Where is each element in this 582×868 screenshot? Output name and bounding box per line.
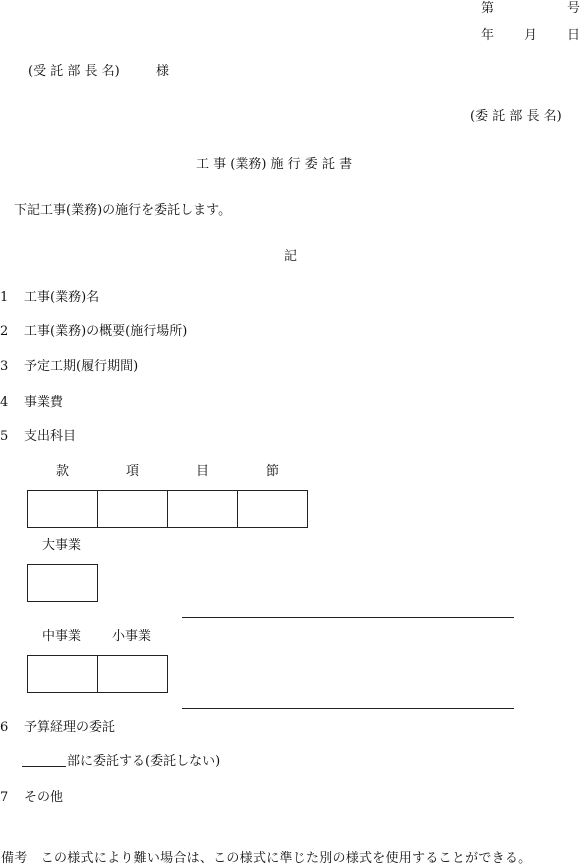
item-label: 予算経理の委託 — [24, 720, 116, 735]
item-label: 予定工期(履行期間) — [24, 359, 139, 374]
chujigyo-box[interactable] — [27, 655, 98, 693]
date-month: 月 — [524, 28, 538, 43]
item-number: 3 — [0, 359, 9, 374]
item-label: 支出科目 — [24, 429, 77, 444]
addressee-name: (受 託 部 長 名) — [28, 64, 120, 79]
kan-box[interactable] — [27, 490, 98, 528]
chujigyo-label: 中事業 — [42, 629, 82, 644]
item-label: その他 — [24, 790, 64, 805]
item-number: 7 — [0, 790, 9, 805]
moku-box[interactable] — [167, 490, 238, 528]
addressee-honorific: 様 — [156, 64, 170, 79]
daijigyo-label: 大事業 — [42, 538, 82, 553]
shojigyo-label: 小事業 — [112, 629, 152, 644]
kou-box[interactable] — [97, 490, 168, 528]
item-number: 4 — [0, 395, 9, 410]
col-setsu: 節 — [266, 464, 280, 479]
delegate-text: 部に委託する(委託しない) — [67, 754, 221, 769]
jigyo-name-line[interactable] — [182, 708, 514, 709]
sender-name: (委 託 部 長 名) — [470, 109, 562, 124]
delegate-line — [22, 755, 220, 768]
number-prefix: 第 — [481, 1, 495, 16]
col-moku: 目 — [196, 464, 210, 479]
item-label: 事業費 — [24, 395, 64, 410]
item-number: 5 — [0, 429, 9, 444]
col-kou: 項 — [126, 464, 140, 479]
shojigyo-box[interactable] — [97, 655, 168, 693]
item-number: 2 — [0, 324, 9, 339]
intro-text: 下記工事(業務)の施行を委託します。 — [14, 203, 232, 218]
item-number: 1 — [0, 290, 9, 305]
col-kan: 款 — [56, 464, 70, 479]
number-suffix: 号 — [567, 1, 581, 16]
ki-heading: 記 — [284, 249, 298, 264]
daijigyo-box[interactable] — [27, 564, 98, 602]
date-day: 日 — [567, 28, 581, 43]
document-title: 工 事 (業務) 施 行 委 託 書 — [196, 157, 353, 172]
item-number: 6 — [0, 720, 9, 735]
item-label: 工事(業務)の概要(施行場所) — [24, 324, 188, 339]
item-label: 工事(業務)名 — [24, 290, 100, 305]
department-blank[interactable] — [22, 766, 66, 767]
daijigyo-name-line[interactable] — [182, 617, 514, 618]
remark-text: 備考 この様式により難い場合は、この様式に準じた別の様式を使用することができる。 — [1, 851, 532, 866]
date-year: 年 — [481, 28, 495, 43]
setsu-box[interactable] — [237, 490, 308, 528]
